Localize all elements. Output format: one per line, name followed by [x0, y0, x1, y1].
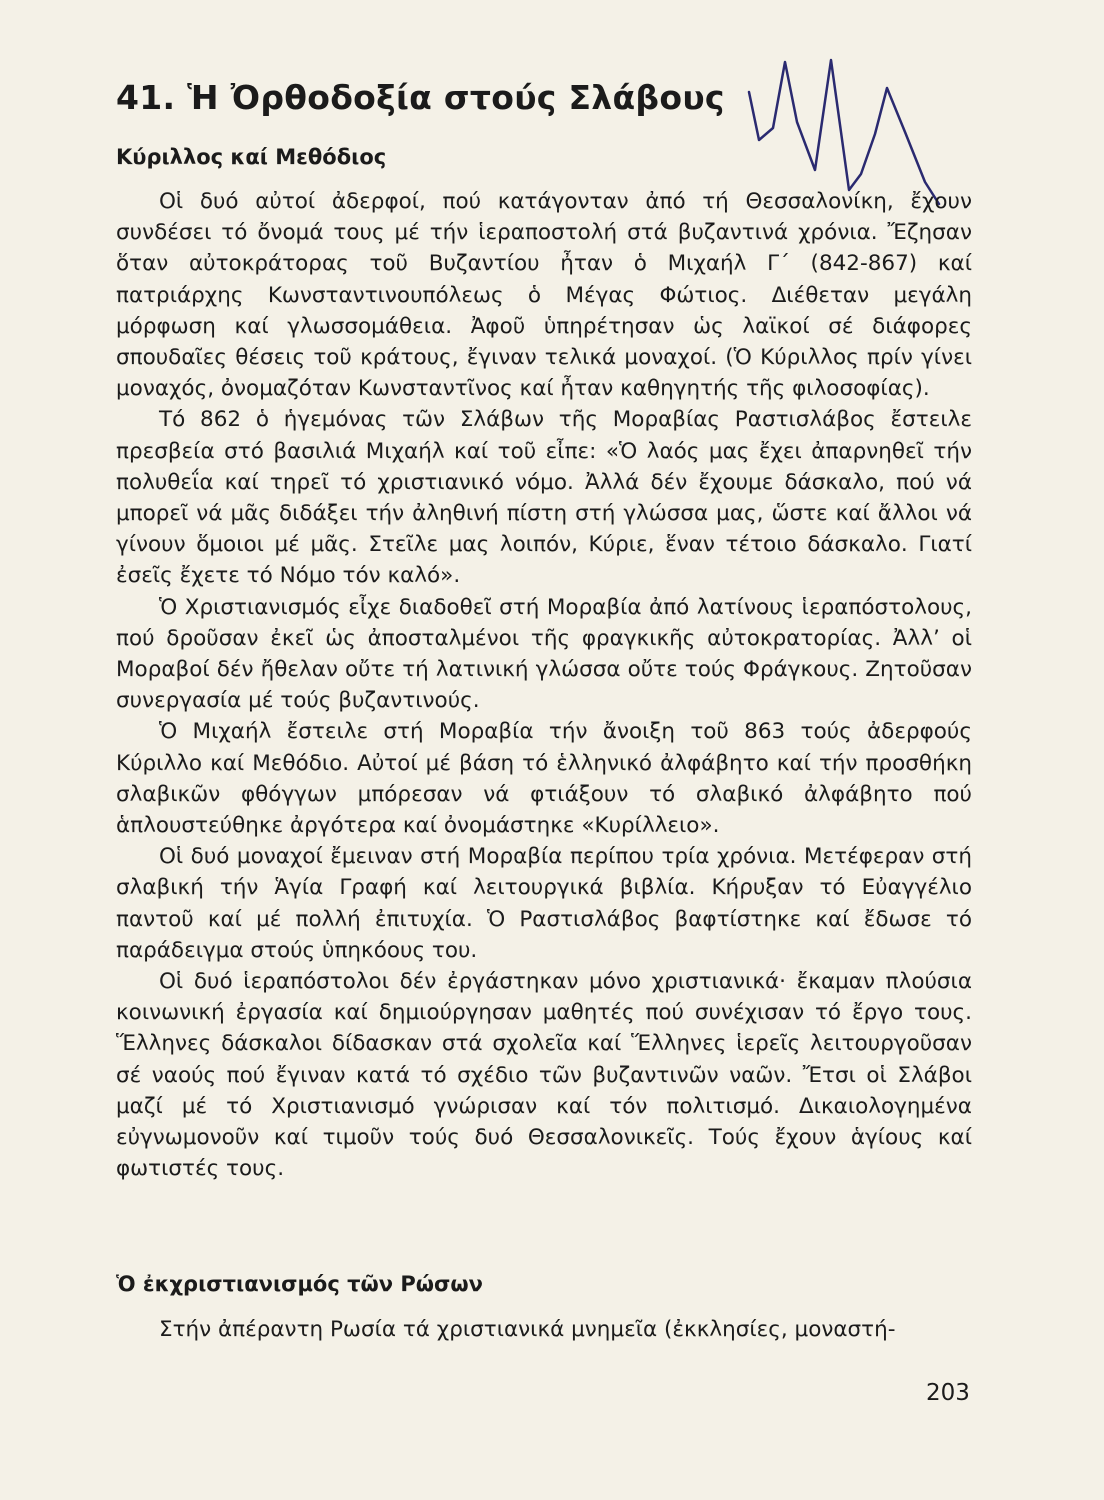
paragraph: Τό 862 ὁ ἡγεμόνας τῶν Σλάβων τῆς Μοραβίας Ραστισλάβος ἔστειλε πρεσβεία στό βασιλιά Μιχαήλ καί τοῦ εἶπε: «Ὁ λαός μας ἔχει ἀπαρνηθεῖ τήν πολυθεΐα καί τηρεῖ τό χριστιανικό νόμο. Ἀλλά δέν ἔχουμε δάσκαλο, πού νά μπορεῖ νά μᾶς διδάξει τήν ἀληθινή πίστη στή γλώσσα μας, ὥστε καί ἄλλοι νά γίνουν ὅμοιοι μέ μᾶς. Στεῖλε μας λοιπόν, Κύριε, ἕναν τέτοιο δάσκαλο. Γιατί ἐσεῖς ἔχετε τό Νόμο τόν καλό». [116, 407, 972, 589]
paragraph: Οἱ δυό μοναχοί ἔμειναν στή Μοραβία περίπου τρία χρόνια. Μετέφεραν στή σλαβική τήν Ἁγία Γραφή καί λειτουργικά βιβλία. Κήρυξαν τό Εὐαγγέλιο παντοῦ καί μέ πολλή ἐπιτυχία. Ὁ Ραστισλάβος βαφτίστηκε καί ἔδωσε τό παράδειγμα στούς ὑπηκόους του. [116, 844, 972, 963]
paragraph: Στήν ἀπέραντη Ρωσία τά χριστιανικά μνημεῖα (ἐκκλησίες, μοναστή- [159, 1317, 896, 1342]
section-heading-russian-christianization: Ὁ ἐκχριστιανισμός τῶν Ρώσων [116, 1272, 483, 1296]
paragraph: Οἱ δυό ἱεραπόστολοι δέν ἐργάστηκαν μόνο χριστιανικά· ἔκαμαν πλούσια κοινωνική ἐργασία καί δημιούργησαν μαθητές πού συνέχισαν τό ἔργο τους. Ἕλληνες δάσκαλοι δίδασκαν στά σχολεῖα καί Ἕλληνες ἱερεῖς λειτουργοῦσαν σέ ναούς πού ἔγιναν κατά τό σχέδιο τῶν βυζαντινῶν ναῶν. Ἔτσι οἱ Σλάβοι μαζί μέ τό Χριστιανισμό γνώρισαν καί τόν πολιτισμό. Δικαιολογημένα εὐγνωμονοῦν καί τιμοῦν τούς δυό Θεσσαλονικεῖς. Τούς ἔχουν ἁγίους καί φωτιστές τους. [116, 969, 972, 1182]
chapter-title: 41. Ἡ Ὀρθοδοξία στούς Σλάβους [116, 78, 725, 117]
section-body-russian-christianization [116, 1314, 972, 1345]
handwritten-scribble-icon [735, 40, 955, 210]
section-heading-cyril-methodius: Κύριλλος καί Μεθόδιος [116, 145, 387, 169]
paragraph: Ὁ Μιχαήλ ἔστειλε στή Μοραβία τήν ἄνοιξη τοῦ 863 τούς ἀδερφούς Κύριλλο καί Μεθόδιο. Αὐτοί μέ βάση τό ἑλληνικό ἀλφάβητο καί τήν προσθήκη σλαβικῶν φθόγγων μπόρεσαν νά φτιάξουν τό σλαβικό ἀλφάβητο πού ἁπλουστεύθηκε ἀργότερα καί ὀνομάστηκε «Κυρίλλειο». [116, 719, 972, 839]
section-body-cyril-methodius [116, 186, 972, 1185]
paragraph: Ὁ Χριστιανισμός εἶχε διαδοθεῖ στή Μοραβία ἀπό λατίνους ἱεραπόστολους, πού δροῦσαν ἐκεῖ ὡς ἀποσταλμένοι τῆς φραγκικῆς αὐτοκρατορίας. Ἀλλ’ οἱ Μοραβοί δέν ἤθελαν οὔτε τή λατινική γλώσσα οὔτε τούς Φράγκους. Ζητοῦσαν συνεργασία μέ τούς βυζαντινούς. [116, 594, 972, 714]
paragraph: Οἱ δυό αὐτοί ἀδερφοί, πού κατάγονταν ἀπό τή Θεσσαλονίκη, ἔχουν συνδέσει τό ὄνομά τους μέ τήν ἱεραποστολή στά βυζαντινά χρόνια. Ἔζησαν ὅταν αὐτοκράτορας τοῦ Βυζαντίου ἦταν ὁ Μιχαήλ Γ΄ (842-867) καί πατριάρχης Κωνσταντινουπόλεως ὁ Μέγας Φώτιος. Διέθεταν μεγάλη μόρφωση καί γλωσσομάθεια. Ἀφοῦ ὑπηρέτησαν ὡς λαϊκοί σέ διάφορες σπουδαῖες θέσεις τοῦ κράτους, ἔγιναν τελικά μοναχοί. (Ὁ Κύριλλος πρίν γίνει μοναχός, ὀνομαζόταν Κωνσταντῖνος καί ἦταν καθηγητής τῆς φιλοσοφίας). [116, 189, 972, 402]
page-number: 203 [926, 1380, 970, 1406]
